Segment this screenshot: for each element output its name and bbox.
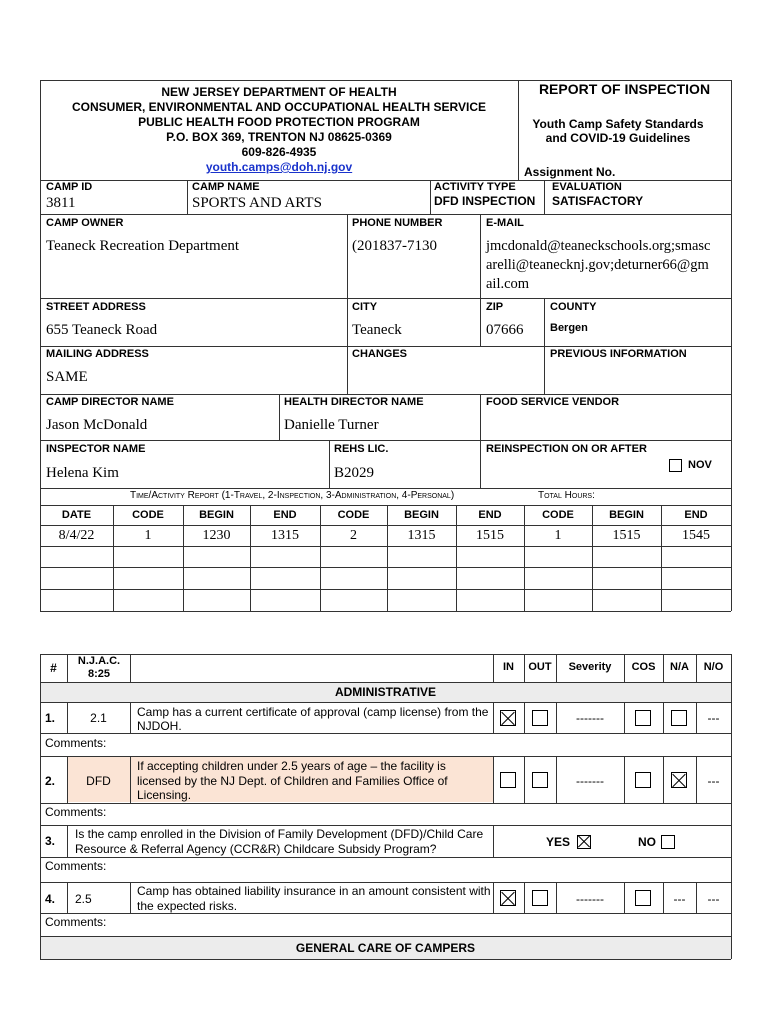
mailing-value: SAME [46, 369, 88, 385]
time-cell [456, 567, 524, 589]
item-4-na: --- [673, 892, 686, 906]
col-out: OUT [528, 661, 552, 673]
item-1-na-checkbox[interactable] [671, 710, 687, 726]
time-cell [113, 589, 183, 611]
reinspection-label: REINSPECTION ON OR AFTER [486, 443, 647, 455]
item-4-cos-checkbox[interactable] [635, 890, 651, 906]
item-1-severity: ------- [576, 711, 604, 725]
camp-owner-value: Teaneck Recreation Department [46, 238, 240, 254]
item-4-in-checkbox[interactable] [500, 890, 516, 906]
item-4-comments: Comments: [45, 915, 107, 929]
time-cell: 1315 [271, 527, 299, 543]
col-no: N/O [703, 661, 724, 673]
item-4-severity: ------- [576, 892, 604, 906]
item-4-text: Camp has obtained liability insurance in an amount consistent with the expected risks. [137, 884, 491, 913]
time-cell [320, 589, 387, 611]
time-cell [40, 589, 113, 611]
item-2-number: 2. [45, 774, 56, 788]
county-label: COUNTY [550, 301, 597, 313]
time-cell [183, 589, 250, 611]
time-header-end: END [478, 509, 502, 521]
time-cell [183, 546, 250, 567]
time-cell [524, 589, 592, 611]
time-cell [661, 546, 731, 567]
camp-name-label: CAMP NAME [192, 181, 260, 193]
org-line-3: PUBLIC HEALTH FOOD PROTECTION PROGRAM [138, 115, 420, 129]
rehs-label: REHS LIC. [334, 443, 389, 455]
item-1-text: Camp has a current certificate of approval (camp license) from the NJDOH. [137, 705, 489, 733]
section-administrative: ADMINISTRATIVE [334, 685, 437, 699]
time-cell: 1315 [407, 527, 436, 543]
street-value: 655 Teaneck Road [46, 322, 158, 338]
email-link[interactable]: youth.camps@doh.nj.gov [205, 160, 353, 174]
time-cell: 1515 [476, 527, 504, 543]
item-2-code: DFD [86, 774, 111, 788]
director-value: Jason McDonald [46, 417, 148, 433]
food-vendor-label: FOOD SERVICE VENDOR [486, 396, 620, 408]
email-label: E-MAIL [486, 217, 524, 229]
item-1-no: --- [707, 711, 720, 725]
city-value: Teaneck [352, 322, 402, 338]
phone-value: (201837-7130 [352, 238, 437, 254]
time-header-begin: BEGIN [609, 509, 644, 521]
time-cell: 1515 [612, 527, 641, 543]
evaluation-value: SATISFACTORY [552, 194, 644, 208]
col-num: # [50, 661, 57, 675]
time-cell [183, 567, 250, 589]
col-njac: N.J.A.C. 8:25 [77, 655, 121, 680]
item-2-cos-checkbox[interactable] [635, 772, 651, 788]
time-header-begin: BEGIN [199, 509, 234, 521]
item-4-code: 2.5 [75, 892, 92, 906]
camp-name-value: SPORTS AND ARTS [192, 195, 322, 211]
time-cell [40, 567, 113, 589]
time-cell [320, 546, 387, 567]
item-2-out-checkbox[interactable] [532, 772, 548, 788]
item-3-text: Is the camp enrolled in the Division of Family Development (DFD)/Child Care Resource & Referral Agency (CCR&R) Childcare Subsidy Program? [75, 827, 484, 856]
item-3-yes-label: YES [546, 835, 571, 849]
time-cell [320, 567, 387, 589]
time-cell: 8/4/22 [58, 527, 95, 543]
item-2-text: If accepting children under 2.5 years of age – the facility is licensed by the NJ Dept. of Children and Families Office of Licensing. [137, 759, 448, 802]
section-general-care: GENERAL CARE OF CAMPERS [295, 941, 476, 955]
org-line-4: P.O. BOX 369, TRENTON NJ 08625-0369 [166, 130, 392, 144]
county-value: Bergen [550, 322, 588, 334]
time-cell [661, 567, 731, 589]
item-4-number: 4. [45, 892, 56, 906]
item-2-in-checkbox[interactable] [500, 772, 516, 788]
time-cell [456, 589, 524, 611]
total-hours-label: Total Hours: [538, 490, 595, 501]
col-na: N/A [670, 661, 689, 673]
time-cell [250, 589, 320, 611]
email-value-line-3: ail.com [486, 276, 530, 292]
time-cell [387, 546, 456, 567]
activity-type-value: DFD INSPECTION [434, 194, 536, 208]
time-cell [387, 567, 456, 589]
director-label: CAMP DIRECTOR NAME [46, 396, 174, 408]
time-header-code: CODE [337, 509, 370, 521]
time-cell [113, 546, 183, 567]
time-header-end: END [273, 509, 297, 521]
time-header-code: CODE [542, 509, 574, 521]
item-1-code: 2.1 [90, 711, 107, 725]
street-label: STREET ADDRESS [46, 301, 146, 313]
camp-owner-label: CAMP OWNER [46, 217, 124, 229]
time-cell: 2 [350, 527, 357, 543]
item-1-cos-checkbox[interactable] [635, 710, 651, 726]
time-cell [250, 546, 320, 567]
time-cell: 1 [144, 527, 152, 543]
health-director-label: HEALTH DIRECTOR NAME [284, 396, 424, 408]
phone-label: PHONE NUMBER [352, 217, 443, 229]
subtitle-line-1: Youth Camp Safety Standards [532, 117, 704, 131]
time-cell: 1545 [682, 527, 710, 543]
time-cell [592, 589, 661, 611]
time-header-code: CODE [132, 509, 164, 521]
time-header-date: DATE [61, 509, 92, 521]
nov-label: NOV [688, 459, 712, 471]
item-1-number: 1. [45, 711, 56, 725]
time-cell: 1230 [202, 527, 231, 543]
time-cell [592, 567, 661, 589]
time-cell: 1 [554, 527, 562, 543]
health-director-value: Danielle Turner [284, 417, 379, 433]
mailing-label: MAILING ADDRESS [46, 348, 149, 360]
city-label: CITY [352, 301, 378, 313]
org-line-5: 609-826-4935 [241, 145, 317, 159]
time-cell [113, 567, 183, 589]
item-2-severity: ------- [576, 774, 604, 788]
zip-label: ZIP [486, 301, 504, 313]
org-line-2: CONSUMER, ENVIRONMENTAL AND OCCUPATIONAL HEALTH SERVICE [71, 100, 487, 114]
email-value-line-1: jmcdonald@teaneckschools.org;smasc [486, 238, 711, 254]
camp-id-value: 3811 [46, 195, 76, 211]
email-value-line-2: arelli@teanecknj.gov;deturner66@gm [486, 257, 709, 273]
item-3-no-checkbox[interactable] [661, 835, 675, 849]
subtitle-line-2: and COVID-19 Guidelines [545, 131, 691, 145]
previous-info-label: PREVIOUS INFORMATION [550, 348, 687, 360]
time-cell [456, 546, 524, 567]
time-cell [661, 589, 731, 611]
assignment-label: Assignment No. [524, 165, 616, 179]
time-cell [524, 546, 592, 567]
org-line-1: NEW JERSEY DEPARTMENT OF HEALTH [161, 85, 397, 99]
col-severity: Severity [568, 661, 612, 673]
time-cell [387, 589, 456, 611]
zip-value: 07666 [486, 322, 524, 338]
time-activity-caption: Time/Activity Report (1-Travel, 2-Inspection, 3-Administration, 4-Personal) [130, 490, 455, 501]
item-3-yes-checkbox[interactable] [577, 835, 591, 849]
item-1-in-checkbox[interactable] [500, 710, 516, 726]
changes-label: CHANGES [352, 348, 408, 360]
camp-id-label: CAMP ID [46, 181, 93, 193]
item-2-comments: Comments: [45, 805, 107, 819]
time-header-end: END [684, 509, 708, 521]
item-3-number: 3. [45, 834, 56, 848]
report-title: REPORT OF INSPECTION [538, 81, 711, 97]
time-cell [524, 567, 592, 589]
col-in: IN [503, 661, 514, 673]
item-1-out-checkbox[interactable] [532, 710, 548, 726]
item-3-comments: Comments: [45, 859, 107, 873]
time-cell [250, 567, 320, 589]
item-4-no: --- [707, 892, 720, 906]
item-3-no-label: NO [638, 835, 656, 849]
item-4-out-checkbox[interactable] [532, 890, 548, 906]
col-cos: COS [631, 661, 656, 673]
item-2-no: --- [707, 774, 720, 788]
nov-checkbox[interactable] [669, 459, 682, 472]
item-1-comments: Comments: [45, 736, 107, 750]
activity-type-label: ACTIVITY TYPE [434, 181, 516, 193]
inspector-value: Helena Kim [46, 465, 119, 481]
evaluation-label: EVALUATION [552, 181, 622, 193]
time-cell [40, 546, 113, 567]
time-cell [592, 546, 661, 567]
item-2-na-checkbox[interactable] [671, 772, 687, 788]
time-header-begin: BEGIN [404, 509, 439, 521]
inspector-label: INSPECTOR NAME [46, 443, 146, 455]
rehs-value: B2029 [334, 465, 375, 481]
